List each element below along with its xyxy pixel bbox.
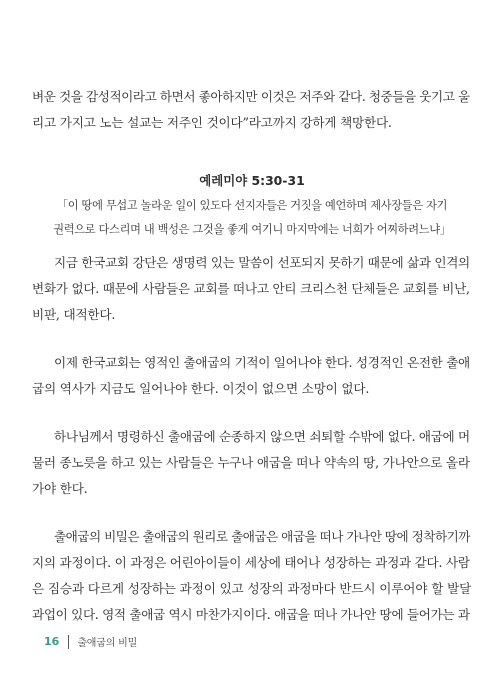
text-line: 리고 가지고 노는 설교는 저주인 것이다”라고까지 강하게 책망한다.: [32, 115, 392, 130]
footer-divider: [68, 635, 69, 649]
text-line: 이제 한국교회는 영적인 출애굽의 기적이 일어나야 한다. 성경적인 온전한 출애: [54, 355, 470, 370]
text-line: 벼운 것을 감성적이라고 하면서 좋아하지만 이것은 저주와 같다. 청중들을 웃기고 울: [32, 89, 470, 104]
text-line: 물러 종노릇을 하고 있는 사람들은 누구나 애굽을 떠나 약속의 땅, 가나안으로 올라: [32, 455, 470, 470]
verse-reference: 예레미야 5:30-31: [199, 173, 305, 188]
paragraph: [32, 524, 472, 628]
text-line: 하나님께서 명령하신 출애굽에 순종하지 않으면 쇠퇴할 수밖에 없다. 애굽에 머: [54, 429, 470, 444]
text-line: 과업이 있다. 영적 출애굽 역시 마찬가지이다. 애굽을 떠나 가나안 땅에 들어가는 과: [32, 607, 470, 622]
verse-line: 권력으로 다스리며 내 백성은 그것을 좋게 여기니 마지막에는 너희가 어찌하려느냐」: [53, 223, 451, 236]
page-body: [32, 84, 472, 628]
text-line: 굽의 역사가 지금도 일어나야 한다. 이것이 없으면 소망이 없다.: [32, 381, 370, 396]
paragraph: [32, 250, 472, 328]
text-line: 비판, 대적한다.: [32, 307, 116, 322]
running-title: 출애굽의 비밀: [77, 638, 138, 649]
paragraph: [32, 424, 472, 502]
text-line: 지금 한국교회 강단은 생명력 있는 말씀이 선포되지 못하기 때문에 삶과 인격의: [54, 255, 470, 270]
text-line: 출애굽의 비밀은 출애굽의 원리로 출애굽은 애굽을 떠나 가나안 땅에 정착하기까: [54, 529, 470, 544]
verse-quote: [32, 194, 472, 242]
verse-line: 「이 땅에 무섭고 놀라운 일이 있도다 선지자들은 거짓을 예언하며 제사장들은 자기: [56, 199, 448, 212]
page-footer: [44, 634, 137, 649]
text-line: 은 짐승과 다르게 성장하는 과정이 있고 성장의 과정마다 반드시 이루어야 할 발달: [32, 581, 472, 596]
text-line: 지의 과정이다. 이 과정은 어린아이들이 세상에 태어나 성장하는 과정과 같다. 사람: [32, 555, 470, 570]
text-line: 가야 한다.: [32, 481, 88, 496]
intro-paragraph: [32, 84, 472, 136]
page-number: 16: [44, 635, 60, 648]
paragraph: [32, 350, 472, 402]
text-line: 변화가 없다. 때문에 사람들은 교회를 떠나고 안티 크리스천 단체들은 교회를 비난,: [32, 281, 470, 296]
